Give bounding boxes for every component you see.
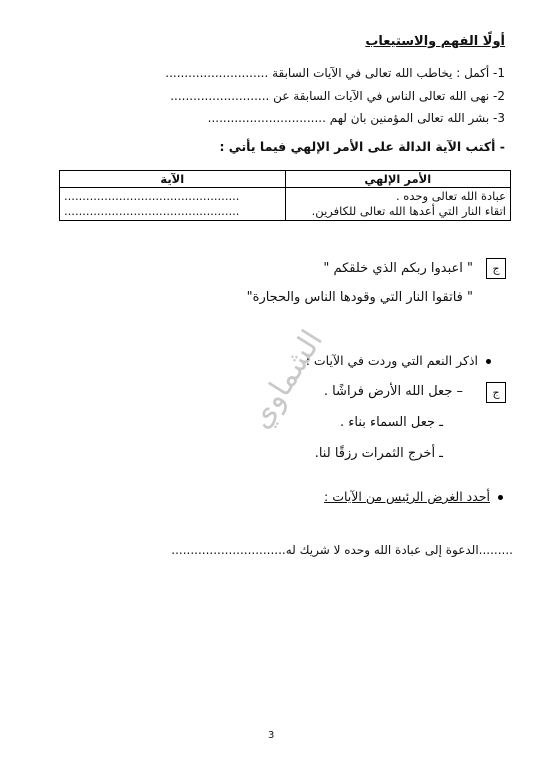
complete-item-3: 3- بشر الله تعالى المؤمنين بان لهم ............................... <box>207 111 505 125</box>
complete-item-1: 1- أكمل : يخاطب الله تعالى في الآيات السابقة ........................... <box>165 66 505 80</box>
instruction-heading: - أكتب الآية الدالة على الأمر الإلهي فيما يأتي : <box>219 139 505 154</box>
answer2-line-2: ـ جعل السماء بناء . <box>340 415 443 430</box>
table-row <box>60 188 511 221</box>
table-header-verse: الآية <box>60 171 286 188</box>
question-2-text: اذكر النعم التي وردت في الآيات : <box>305 353 478 368</box>
verse-blank-2[interactable]: ................................................ <box>64 204 240 218</box>
answer-box-2: ج <box>486 382 506 403</box>
table-header-command: الأمر الإلهي <box>285 171 511 188</box>
watermark: الشماوي <box>242 324 330 435</box>
table-cell-verses[interactable] <box>60 188 286 221</box>
answer-3: .........الدعوة إلى عبادة الله وحده لا شريك له.............................. <box>171 543 513 557</box>
section-title: أولًا الفهم والاستيعاب <box>365 34 505 49</box>
verse-blank-1[interactable]: ................................................ <box>64 189 240 203</box>
answer1-line-1: " اعبدوا ربكم الذي خلقكم " <box>323 261 473 276</box>
bullet-icon <box>486 359 491 364</box>
table-cell-commands <box>285 188 511 221</box>
command-1: عبادة الله تعالى وحده . <box>396 189 506 203</box>
answer1-line-2: " فاتقوا النار التي وقودها الناس والحجارة" <box>246 290 473 305</box>
bullet-icon <box>498 495 503 500</box>
command-2: اتقاء النار التي أعدها الله تعالى للكافرين. <box>311 204 506 218</box>
question-2 <box>306 353 491 368</box>
page-number: 3 <box>268 730 275 741</box>
question-3-text: أحدد الغرض الرئيس من الآيات : <box>324 489 490 504</box>
answer2-line-3: ـ أخرج الثمرات رزقًا لنا. <box>314 446 443 461</box>
command-verse-table <box>59 170 511 221</box>
answer2-line-1: – جعل الله الأرض فراشًا . <box>323 384 463 399</box>
complete-item-2: 2- نهى الله تعالى الناس في الآيات السابقة عن .......................... <box>170 89 505 103</box>
answer-box-1: ج <box>486 258 506 279</box>
question-3 <box>324 489 503 504</box>
